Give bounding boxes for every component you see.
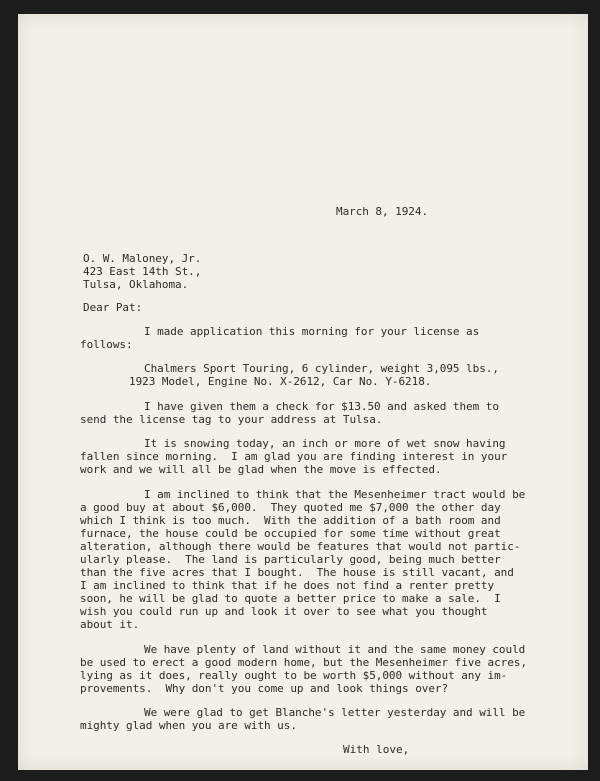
paragraph-5-line: alteration, although there would be features that would not partic- <box>80 540 521 553</box>
paragraph-3-line: send the license tag to your address at Tulsa. <box>80 413 383 426</box>
paragraph-5-line: wish you could run up and look it over to see what you thought <box>80 605 488 618</box>
closing: With love, <box>343 743 410 756</box>
paragraph-4-line: It is snowing today, an inch or more of wet snow having <box>144 437 506 450</box>
paragraph-4-line: fallen since morning. I am glad you are finding interest in your <box>80 450 508 463</box>
salutation: Dear Pat: <box>83 301 143 314</box>
recipient-name: O. W. Maloney, Jr. <box>83 252 202 265</box>
recipient-city: Tulsa, Oklahoma. <box>83 278 189 291</box>
paragraph-1-line: follows: <box>80 338 133 351</box>
paragraph-4-line: work and we will all be glad when the move is effected. <box>80 463 442 476</box>
paragraph-5-line: which I think is too much. With the addition of a bath room and <box>80 514 501 527</box>
paragraph-6-line: lying as it does, really ought to be worth $5,000 without any im- <box>80 669 508 682</box>
paragraph-5-line: soon, he will be glad to quote a better price to make a sale. I <box>80 592 501 605</box>
paragraph-5-line: I am inclined to think that if he does not find a renter pretty <box>80 579 495 592</box>
paragraph-5-line: than the five acres that I bought. The house is still vacant, and <box>80 566 514 579</box>
paragraph-5-line: I am inclined to think that the Mesenheimer tract would be <box>144 488 526 501</box>
paragraph-5-line: about it. <box>80 618 140 631</box>
paragraph-6-line: provements. Why don't you come up and look things over? <box>80 682 449 695</box>
letter-date: March 8, 1924. <box>336 205 429 218</box>
paragraph-7-line: mighty glad when you are with us. <box>80 719 297 732</box>
vehicle-details-line: 1923 Model, Engine No. X-2612, Car No. Y-6218. <box>129 375 432 388</box>
paragraph-5-line: furnace, the house could be occupied for some time without great <box>80 527 501 540</box>
paragraph-3-line: I have given them a check for $13.50 and asked them to <box>144 400 499 413</box>
paragraph-6-line: We have plenty of land without it and the same money could <box>144 643 526 656</box>
paragraph-7-line: We were glad to get Blanche's letter yesterday and will be <box>144 706 526 719</box>
paragraph-5-line: ularly please. The land is particularly good, being much better <box>80 553 501 566</box>
paragraph-1-line: I made application this morning for your license as <box>144 325 480 338</box>
vehicle-details-line: Chalmers Sport Touring, 6 cylinder, weight 3,095 lbs., <box>144 362 499 375</box>
paragraph-5-line: a good buy at about $6,000. They quoted me $7,000 the other day <box>80 501 501 514</box>
letter-page <box>18 14 588 770</box>
paragraph-6-line: be used to erect a good modern home, but the Mesenheimer five acres, <box>80 656 527 669</box>
recipient-street: 423 East 14th St., <box>83 265 202 278</box>
